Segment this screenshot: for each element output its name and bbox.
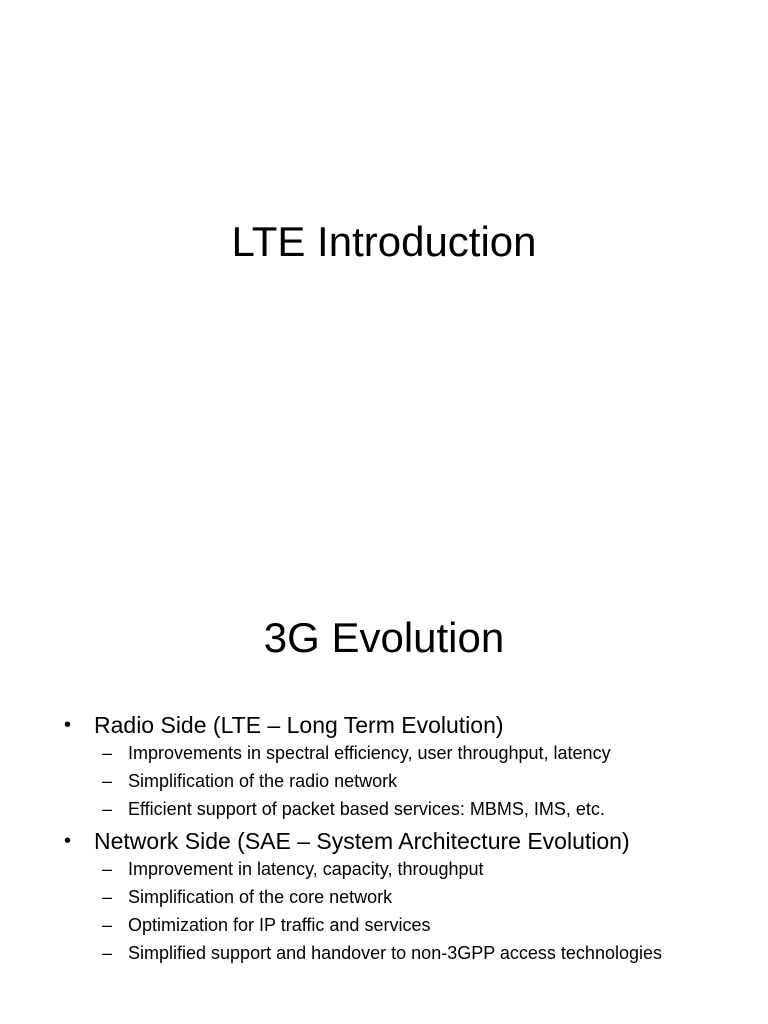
bullet-text: Radio Side (LTE – Long Term Evolution)	[94, 712, 504, 738]
bullet-text: Network Side (SAE – System Architecture Evolution)	[94, 828, 630, 854]
sub-bullet-item	[62, 858, 742, 881]
sub-bullet-text: Improvement in latency, capacity, throughput	[128, 859, 484, 879]
sub-bullet-text: Optimization for IP traffic and services	[128, 915, 431, 935]
sub-bullet-item	[62, 942, 742, 965]
sub-bullet-text: Improvements in spectral efficiency, user throughput, latency	[128, 743, 611, 763]
sub-bullet-item	[62, 914, 742, 937]
bullet-icon: •	[64, 714, 72, 736]
bullet-item-network-side	[62, 826, 742, 856]
dash-icon: –	[102, 771, 113, 791]
slide-title: 3G Evolution	[263, 614, 505, 661]
bullet-list	[62, 710, 742, 970]
slide-title: LTE Introduction	[231, 218, 537, 265]
sub-bullet-item	[62, 886, 742, 909]
sub-bullet-text: Simplification of the core network	[128, 887, 393, 907]
dash-icon: –	[102, 859, 113, 879]
sub-bullet-item	[62, 770, 742, 793]
sub-bullet-item	[62, 742, 742, 765]
bullet-icon: •	[64, 830, 72, 852]
bullet-item-radio-side	[62, 710, 742, 740]
slide-3g-evolution	[0, 512, 768, 1024]
dash-icon: –	[102, 915, 113, 935]
dash-icon: –	[102, 887, 113, 907]
dash-icon: –	[102, 799, 113, 819]
dash-icon: –	[102, 943, 113, 963]
sub-bullet-text: Efficient support of packet based services: MBMS, IMS, etc.	[128, 799, 605, 819]
sub-bullet-item	[62, 798, 742, 821]
sub-bullet-text: Simplified support and handover to non-3GPP access technologies	[128, 943, 662, 963]
dash-icon: –	[102, 743, 113, 763]
sub-bullet-text: Simplification of the radio network	[128, 771, 398, 791]
